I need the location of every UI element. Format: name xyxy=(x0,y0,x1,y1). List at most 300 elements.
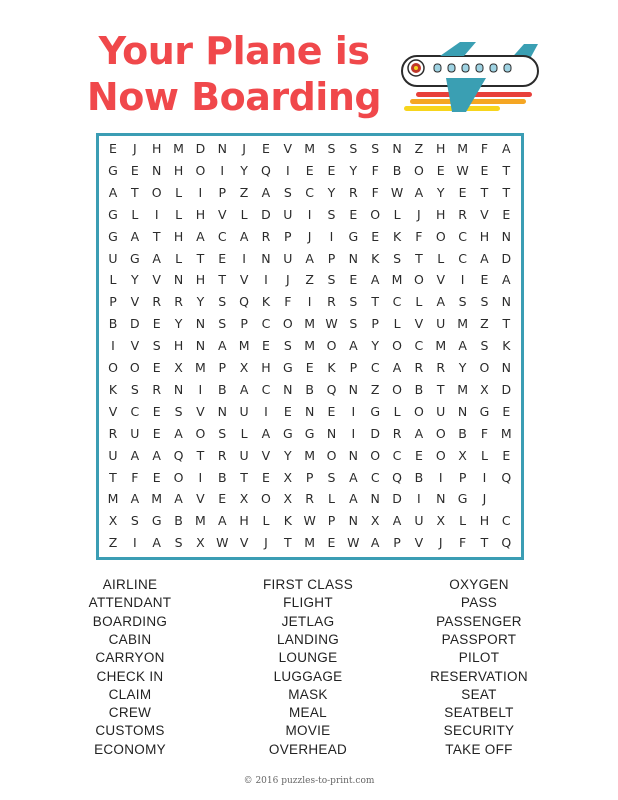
grid-letter: X xyxy=(239,360,249,375)
word-list-item: CLAIM xyxy=(108,686,152,702)
grid-letter: I xyxy=(220,162,225,178)
grid-letter: Y xyxy=(436,184,445,200)
grid-letter: Y xyxy=(240,162,248,178)
grid-letter: U xyxy=(283,250,293,266)
grid-letter: E xyxy=(327,162,336,178)
grid-letter: A xyxy=(414,425,424,441)
grid-letter: I xyxy=(154,206,159,222)
word-list-item: OXYGEN xyxy=(449,577,509,592)
grid-letter: E xyxy=(480,272,489,288)
grid-letter: O xyxy=(413,162,424,178)
grid-letter: T xyxy=(109,469,117,485)
grid-letter: C xyxy=(458,250,467,266)
grid-letter: F xyxy=(371,162,379,178)
grid-letter: A xyxy=(502,141,511,156)
grid-letter: T xyxy=(502,316,511,332)
grid-letter: J xyxy=(285,272,290,288)
grid-letter: E xyxy=(130,162,139,178)
grid-letter: F xyxy=(480,141,489,156)
word-list-item: AIRLINE xyxy=(102,577,158,592)
grid-letter: I xyxy=(460,272,465,288)
grid-letter: J xyxy=(417,206,421,222)
grid-letter: L xyxy=(240,425,248,441)
grid-letter: N xyxy=(348,447,359,463)
grid-letter: N xyxy=(348,381,359,397)
grid-letter: W xyxy=(347,535,360,551)
grid-letter: L xyxy=(393,206,401,222)
grid-letter: N xyxy=(195,338,206,354)
grid-letter: I xyxy=(438,469,443,485)
grid-letter: S xyxy=(349,316,358,332)
grid-letter: H xyxy=(195,272,206,288)
grid-letter: A xyxy=(414,184,424,200)
grid-letter: L xyxy=(415,294,423,310)
grid-letter: E xyxy=(218,491,227,507)
grid-letter: B xyxy=(458,425,467,441)
grid-letter: A xyxy=(480,250,489,266)
grid-letter: E xyxy=(261,469,270,485)
grid-letter: R xyxy=(327,294,336,310)
word-list-item: CARRYON xyxy=(95,650,165,666)
grid-letter: T xyxy=(371,294,379,310)
grid-letter: E xyxy=(349,272,358,288)
grid-letter: X xyxy=(108,513,118,529)
grid-letter: W xyxy=(325,316,338,332)
grid-letter: G xyxy=(370,403,381,419)
word-list-item: MEAL xyxy=(289,705,327,721)
grid-letter: S xyxy=(349,294,358,310)
grid-letter: D xyxy=(501,381,512,397)
grid-letter: A xyxy=(239,228,249,244)
grid-letter: W xyxy=(456,162,469,178)
puzzle-title xyxy=(84,28,384,120)
grid-letter: T xyxy=(196,447,205,463)
grid-letter: R xyxy=(458,206,467,222)
grid-letter: I xyxy=(307,206,312,222)
grid-letter: B xyxy=(414,469,424,485)
grid-letter: Y xyxy=(327,184,336,200)
word-list-item: SEATBELT xyxy=(444,705,514,721)
grid-letter: A xyxy=(239,381,249,397)
grid-letter: C xyxy=(392,447,402,463)
grid-letter: O xyxy=(435,228,446,244)
grid-letter: V xyxy=(239,535,249,551)
grid-letter: E xyxy=(414,447,423,463)
grid-letter: N xyxy=(501,294,511,310)
grid-letter: K xyxy=(327,360,336,375)
grid-letter: S xyxy=(218,425,227,441)
grid-letter: H xyxy=(173,338,184,354)
grid-letter: M xyxy=(391,272,403,288)
word-list-item: ATTENDANT xyxy=(88,595,172,611)
grid-letter: O xyxy=(195,425,206,441)
grid-letter: U xyxy=(239,447,249,463)
grid-letter: B xyxy=(392,162,402,178)
grid-letter: F xyxy=(415,228,423,244)
grid-letter: O xyxy=(326,447,337,463)
grid-letter: P xyxy=(240,316,248,332)
grid-letter: S xyxy=(327,272,336,288)
grid-letter: B xyxy=(217,469,227,485)
word-list-item: OVERHEAD xyxy=(268,741,348,757)
grid-letter: T xyxy=(480,184,489,200)
grid-letter: R xyxy=(217,447,227,463)
grid-letter: K xyxy=(108,381,118,397)
grid-letter: M xyxy=(304,141,316,156)
grid-letter: N xyxy=(501,360,511,375)
grid-letter: A xyxy=(130,228,140,244)
grid-letter: G xyxy=(282,360,293,375)
grid-letter: C xyxy=(501,513,511,529)
grid-letter: T xyxy=(131,184,139,200)
grid-letter: P xyxy=(458,469,467,485)
grid-letter: V xyxy=(283,141,293,156)
grid-letter: A xyxy=(217,338,227,354)
grid-letter: F xyxy=(458,535,467,551)
grid-letter: J xyxy=(133,141,137,156)
grid-letter: D xyxy=(501,250,512,266)
grid-letter: U xyxy=(436,316,446,332)
grid-letter: E xyxy=(218,250,227,266)
grid-letter: H xyxy=(436,206,446,222)
grid-letter: I xyxy=(198,184,203,200)
grid-letter: E xyxy=(152,403,161,419)
grid-letter: N xyxy=(457,403,468,419)
grid-letter: M xyxy=(194,360,206,375)
word-list-item: RESERVATION xyxy=(430,668,528,684)
grid-letter: V xyxy=(414,316,424,332)
grid-letter: R xyxy=(152,294,162,310)
grid-letter: E xyxy=(502,447,511,463)
grid-letter: N xyxy=(326,425,337,441)
word-list-item: LOUNGE xyxy=(278,650,338,666)
word-list-item: LANDING xyxy=(276,631,340,647)
word-list-item: PASSPORT xyxy=(441,631,517,647)
grid-letter: G xyxy=(304,425,315,441)
grid-letter: T xyxy=(415,250,423,266)
grid-letter: T xyxy=(196,250,205,266)
grid-letter: R xyxy=(305,491,314,507)
grid-letter: Y xyxy=(174,316,183,332)
grid-letter: X xyxy=(174,360,183,375)
grid-letter: D xyxy=(370,425,380,441)
grid-letter: J xyxy=(438,535,443,551)
grid-letter: W xyxy=(390,184,404,200)
grid-letter: O xyxy=(370,206,381,222)
grid-letter: S xyxy=(327,141,336,156)
grid-letter: Q xyxy=(326,381,337,397)
grid-letter: Y xyxy=(283,447,292,463)
grid-letter: G xyxy=(282,425,293,441)
grid-letter: G xyxy=(457,491,468,507)
title-line-1: Your Plane is xyxy=(98,29,370,73)
grid-letter: L xyxy=(459,513,467,529)
grid-letter: K xyxy=(261,294,271,310)
grid-letter: E xyxy=(261,338,270,354)
grid-letter: P xyxy=(327,250,336,266)
grid-letter: H xyxy=(479,513,490,529)
grid-letter: A xyxy=(174,491,183,507)
grid-letter: O xyxy=(129,360,140,375)
grid-letter: X xyxy=(480,381,489,397)
grid-letter: A xyxy=(349,491,358,507)
grid-letter: Q xyxy=(501,469,512,485)
grid-letter: U xyxy=(108,250,118,266)
grid-letter: U xyxy=(283,206,293,222)
grid-letter: I xyxy=(307,294,312,310)
grid-letter: L xyxy=(109,272,117,288)
grid-letter: G xyxy=(130,250,140,266)
grid-letter: I xyxy=(198,469,203,485)
grid-letter: D xyxy=(130,316,140,332)
grid-letter: D xyxy=(195,141,206,156)
grid-letter: O xyxy=(173,469,184,485)
grid-letter: B xyxy=(414,381,424,397)
grid-letter: I xyxy=(482,469,487,485)
grid-letter: O xyxy=(479,360,490,375)
grid-letter: R xyxy=(349,184,358,200)
grid-letter: I xyxy=(242,250,246,266)
grid-letter: O xyxy=(413,272,424,288)
grid-letter: E xyxy=(305,162,314,178)
grid-letter: S xyxy=(218,316,227,332)
grid-letter: S xyxy=(218,294,227,310)
grid-letter: N xyxy=(392,141,402,156)
grid-letter: I xyxy=(351,403,356,419)
grid-letter: Z xyxy=(305,272,314,288)
grid-letter: R xyxy=(174,294,183,310)
grid-letter: B xyxy=(108,316,118,332)
grid-letter: J xyxy=(307,228,312,244)
grid-letter: U xyxy=(130,425,140,441)
grid-letter: C xyxy=(370,469,380,485)
grid-letter: H xyxy=(173,228,184,244)
grid-letter: O xyxy=(326,338,337,354)
grid-letter: J xyxy=(264,535,268,551)
grid-letter: F xyxy=(131,469,139,485)
grid-letter: T xyxy=(502,184,511,200)
grid-letter: P xyxy=(371,316,379,332)
grid-letter: M xyxy=(500,425,512,441)
grid-letter: C xyxy=(370,360,380,375)
grid-letter: V xyxy=(217,206,227,222)
grid-letter: C xyxy=(261,381,271,397)
grid-letter: H xyxy=(151,141,162,156)
grid-letter: U xyxy=(414,513,424,529)
grid-letter: K xyxy=(502,338,511,354)
grid-letter: S xyxy=(283,338,292,354)
grid-letter: E xyxy=(349,206,358,222)
grid-letter: A xyxy=(108,184,118,200)
grid-letter: L xyxy=(393,403,401,419)
grid-letter: A xyxy=(370,535,380,551)
grid-letter: Z xyxy=(239,184,249,200)
grid-letter: O xyxy=(195,162,206,178)
grid-letter: B xyxy=(174,513,183,529)
grid-letter: T xyxy=(480,535,489,551)
word-list-item: CUSTOMS xyxy=(95,723,165,739)
title-line-2: Now Boarding xyxy=(86,75,382,119)
grid-letter: S xyxy=(371,141,380,156)
grid-letter: S xyxy=(327,469,336,485)
grid-letter: A xyxy=(152,250,161,266)
grid-letter: L xyxy=(175,250,183,266)
grid-letter: S xyxy=(130,513,139,529)
grid-letter: I xyxy=(417,491,421,507)
grid-letter: M xyxy=(457,316,468,332)
word-list-item: PASSENGER xyxy=(436,613,522,629)
grid-letter: C xyxy=(392,294,402,310)
grid-letter: B xyxy=(217,381,227,397)
grid-letter: P xyxy=(305,469,314,485)
grid-letter: A xyxy=(130,491,140,507)
grid-letter: E xyxy=(458,184,467,200)
grid-letter: A xyxy=(152,447,161,463)
grid-letter: A xyxy=(152,535,161,551)
grid-letter: A xyxy=(305,250,314,266)
grid-letter: G xyxy=(151,513,162,529)
grid-letter: N xyxy=(501,228,511,244)
grid-letter: X xyxy=(458,447,467,463)
grid-letter: P xyxy=(218,184,227,200)
grid-letter: I xyxy=(285,162,290,178)
grid-letter: M xyxy=(304,316,316,332)
grid-letter: G xyxy=(108,162,118,178)
grid-letter: X xyxy=(239,491,249,507)
grid-letter: S xyxy=(480,294,489,310)
grid-letter: L xyxy=(175,206,183,222)
grid-letter: H xyxy=(479,228,490,244)
grid-letter: P xyxy=(349,360,358,375)
grid-letter: O xyxy=(392,338,402,354)
word-list-item: LUGGAGE xyxy=(273,668,343,684)
grid-letter: L xyxy=(437,250,445,266)
grid-letter: A xyxy=(349,469,358,485)
grid-letter: Z xyxy=(480,316,489,332)
grid-letter: E xyxy=(480,162,489,178)
grid-letter: K xyxy=(371,250,380,266)
grid-letter: T xyxy=(218,272,227,288)
grid-letter: S xyxy=(152,338,161,354)
grid-letter: Q xyxy=(261,162,271,178)
grid-letter: M xyxy=(304,338,316,354)
grid-letter: N xyxy=(283,381,293,397)
grid-letter: W xyxy=(216,535,229,551)
word-list-item: ECONOMY xyxy=(94,741,166,757)
word-list-item: BOARDING xyxy=(92,613,168,629)
grid-letter: M xyxy=(304,447,316,463)
grid-letter: N xyxy=(436,491,446,507)
grid-letter: H xyxy=(239,513,249,529)
grid-letter: O xyxy=(108,360,118,375)
word-list-item: PASS xyxy=(460,595,498,611)
grid-letter: A xyxy=(261,425,271,441)
grid-letter: Q xyxy=(239,294,250,310)
grid-letter: U xyxy=(108,447,118,463)
grid-letter: A xyxy=(217,513,227,529)
grid-letter: D xyxy=(261,206,271,222)
grid-letter: Z xyxy=(414,141,424,156)
grid-letter: X xyxy=(370,513,380,529)
grid-letter: A xyxy=(174,425,183,441)
grid-letter: O xyxy=(392,381,402,397)
grid-letter: E xyxy=(371,228,380,244)
grid-letter: A xyxy=(436,294,446,310)
grid-letter: E xyxy=(502,403,511,419)
grid-letter: Z xyxy=(370,381,380,397)
grid-letter: O xyxy=(370,447,381,463)
grid-letter: I xyxy=(133,535,137,551)
word-list-item: PILOT xyxy=(458,650,500,666)
grid-letter: L xyxy=(131,206,139,222)
grid-letter: N xyxy=(217,141,227,156)
grid-letter: T xyxy=(283,535,292,551)
grid-letter: H xyxy=(261,360,271,375)
word-list-item: MOVIE xyxy=(285,723,331,739)
grid-letter: Z xyxy=(108,535,118,551)
grid-letter: J xyxy=(242,141,246,156)
grid-letter: S xyxy=(174,403,183,419)
grid-letter: S xyxy=(458,294,467,310)
grid-letter: A xyxy=(261,184,271,200)
grid-letter: P xyxy=(327,513,336,529)
grid-letter: N xyxy=(173,381,184,397)
grid-letter: C xyxy=(414,338,424,354)
grid-letter: M xyxy=(194,513,206,529)
grid-letter: P xyxy=(109,294,117,310)
grid-letter: M xyxy=(107,491,119,507)
grid-letter: H xyxy=(173,162,184,178)
grid-letter: M xyxy=(173,141,184,156)
grid-letter: T xyxy=(436,381,445,397)
grid-letter: E xyxy=(327,535,336,551)
grid-letter: I xyxy=(198,381,203,397)
grid-letter: N xyxy=(348,250,359,266)
word-list-item: FLIGHT xyxy=(283,595,333,611)
grid-letter: M xyxy=(304,535,316,551)
grid-letter: I xyxy=(111,338,115,354)
grid-letter: P xyxy=(284,228,292,244)
grid-letter: O xyxy=(282,316,293,332)
grid-letter: Y xyxy=(458,360,467,375)
grid-letter: A xyxy=(130,447,140,463)
grid-letter: M xyxy=(238,338,250,354)
grid-letter: A xyxy=(392,513,402,529)
grid-letter: I xyxy=(264,403,268,419)
grid-letter: T xyxy=(502,162,511,178)
grid-letter: L xyxy=(328,491,335,507)
grid-letter: C xyxy=(261,316,271,332)
grid-letter: O xyxy=(151,184,162,200)
grid-letter: E xyxy=(152,360,161,375)
grid-letter: V xyxy=(130,338,140,354)
grid-letter: E xyxy=(283,403,292,419)
grid-letter: S xyxy=(327,206,336,222)
grid-letter: Y xyxy=(349,162,358,178)
grid-letter: N xyxy=(348,513,359,529)
grid-letter: Y xyxy=(196,294,205,310)
grid-letter: E xyxy=(436,162,445,178)
grid-letter: S xyxy=(283,184,292,200)
grid-letter: V xyxy=(108,403,118,419)
grid-letter: R xyxy=(436,360,446,375)
grid-letter: M xyxy=(457,381,468,397)
grid-letter: A xyxy=(196,228,205,244)
grid-letter: E xyxy=(327,403,336,419)
grid-letter: G xyxy=(108,206,118,222)
grid-letter: G xyxy=(108,228,118,244)
grid-letter: F xyxy=(371,184,379,200)
